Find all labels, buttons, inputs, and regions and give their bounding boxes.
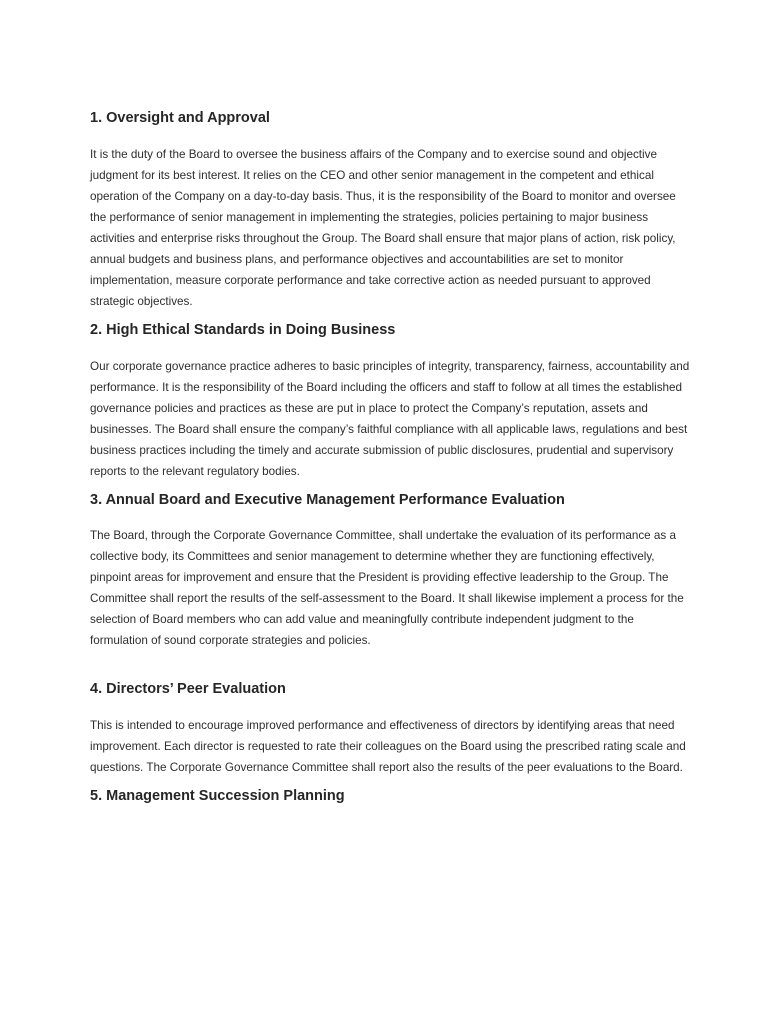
section-heading: 2. High Ethical Standards in Doing Business [90,322,396,338]
section-paragraph: It is the duty of the Board to oversee the business affairs of the Company and to exercise sound and objective judgment for its best interest. It relies on the CEO and other senior management in the competent and ethical operation of the Company on a day-to-day basis. Thus, it is the responsibility of the Board to monitor and oversee the performance of senior management in implementing the strategies, policies pertaining to major business activities and enterprise risks throughout the Group. The Board shall ensure that major plans of action, risk policy, annual budgets and business plans, and performance objectives and accountabilities are set to monitor implementation, measure corporate performance and take corrective action as needed pursuant to approved strategic objectives. [90,148,676,308]
section-heading: 5. Management Succession Planning [90,788,345,804]
section-paragraph: Our corporate governance practice adheres to basic principles of integrity, transparency, fairness, accountability and performance. It is the responsibility of the Board including the officers and staff to follow at all times the established governance policies and practices as these are put in place to protect the Company’s reputation, assets and businesses. The Board shall ensure the company’s faithful compliance with all applicable laws, regulations and best business practices including the timely and accurate submission of public disclosures, prudential and supervisory reports to the relevant regulatory bodies. [90,360,690,478]
section-performance-evaluation [90,490,690,651]
section-peer-evaluation [90,679,690,778]
section-heading: 3. Annual Board and Executive Management Performance Evaluation [90,492,565,508]
document-page [90,108,690,806]
section-ethical-standards [90,320,690,482]
section-oversight-approval [90,108,690,312]
section-paragraph: The Board, through the Corporate Governance Committee, shall undertake the evaluation of its performance as a collective body, its Committees and senior management to determine whether they are functioning effectively, pinpoint areas for improvement and ensure that the President is providing effective leadership to the Group. The Committee shall report the results of the self-assessment to the Board. It shall likewise implement a process for the selection of Board members who can add value and meaningfully contribute independent judgment to the formulation of sound corporate strategies and policies. [90,529,684,647]
section-succession-planning [90,786,690,806]
section-paragraph: This is intended to encourage improved performance and effectiveness of directors by identifying areas that need improvement. Each director is requested to rate their colleagues on the Board using the prescribed rating scale and questions. The Corporate Governance Committee shall report also the results of the peer evaluations to the Board. [90,719,686,774]
section-heading: 1. Oversight and Approval [90,110,270,126]
section-heading: 4. Directors’ Peer Evaluation [90,681,286,697]
